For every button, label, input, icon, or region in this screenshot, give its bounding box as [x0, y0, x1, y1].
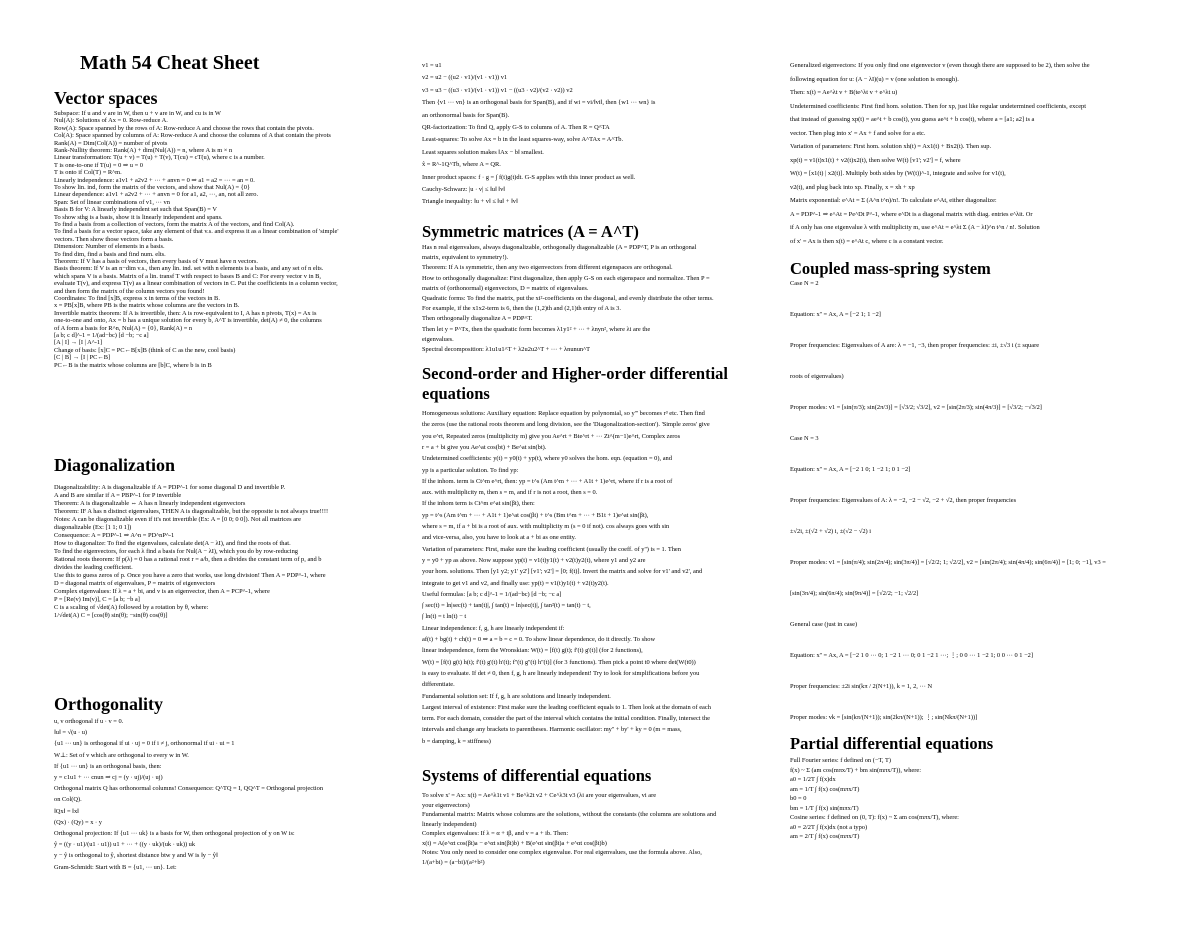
orthogonality-line: y = c1u1 + ··· cnun ⇒ cj = (y · uj)/(uj · uj) — [54, 774, 163, 781]
second-order-line: the zeros (use the rational roots theorem and long division, see the 'Diagonalization-section'). 'Simple zeros' give — [422, 421, 710, 429]
symmetric-line: matrix, equivalent to symmetry!). — [422, 254, 509, 262]
vector-spaces-line: Rank-Nullity theorem: Rank(A) + dim(Nul(A)) = n, where A is m × n — [54, 147, 233, 154]
gram-schmidt-line: Triangle inequality: ‖u + v‖ ≤ ‖u‖ + ‖v‖ — [422, 198, 518, 206]
column-3 — [790, 0, 1150, 927]
vector-spaces-line: PC←B is the matrix whose columns are [b]C, where b is in B — [54, 361, 212, 369]
vector-spaces-line: Invertible matrix theorem: If A is invertible, then: A is row-equivalent to I, A has n pivots, T(x) = Ax is — [54, 309, 317, 317]
systems-line: To solve x' = Ax: x(t) = Ae^λ1t v1 + Be^λ2t v2 + Ce^λ3t v3 (λi are your eigenvalues, vi are — [422, 792, 657, 799]
second-order-line: ∫ sec(t) = ln|sec(t) + tan(t)|, ∫ tan(t) = ln|sec(t)|, ∫ tan²(t) = tan(t) − t, — [422, 602, 591, 610]
second-order-line: r = a + bi give you Ae^at cos(bt) + Be^at sin(bt). — [422, 443, 547, 451]
second-order-line: yp = t^s (Am t^m + ··· + A1t + 1)e^at cos(βt) + t^s (Bm t^m + ··· + B1t + 1)e^at sin(βt), — [422, 511, 649, 519]
second-order-line: where s = m, if a + bi is a root of aux. with multiplicity m (s = 0 if not). cos always goes with sin — [422, 523, 670, 530]
col3-top-line: W(t) = [x1(t) | x2(t)]. Multiply both sides by (W(t))^-1, integrate and solve for v1(t), — [790, 170, 1006, 177]
diagonalization-line: C is a scaling of √det(A) followed by a rotation by θ, where: — [54, 604, 209, 611]
section-heading-symmetric-matrices: Symmetric matrices (A = A^T) — [422, 222, 639, 241]
vector-spaces-line: Linear transformation: T(u + v) = T(u) + T(v), T(cu) = cT(u), where c is a number. — [54, 154, 265, 162]
gram-schmidt-line: x̂ = R^-1Q^Tb, where A = QR. — [422, 161, 501, 169]
pde-line: bm = 1/T ∫ f(x) sin(mπx/T) — [790, 804, 859, 812]
diagonalization-line: Theorem: A is diagonalizable ⇔ A has n linearly independent eigenvectors — [54, 500, 246, 507]
col3-top-line: of x' = Ax is then x(t) = e^At c, where c is a constant vector. — [790, 237, 944, 245]
section-heading-diagonalization: Diagonalization — [54, 455, 176, 475]
gram-schmidt-line: v1 = u1 — [422, 62, 442, 69]
orthogonality-line: Orthogonal matrix Q has orthonormal columns! Consequence: Q^TQ = I, QQ^T = Orthogonal projection — [54, 785, 324, 793]
col3-top-line: if A only has one eigenvalue λ with multiplicity m, use e^At = e^λt Σ (A − λI)^n t^n / n!. Solution — [790, 224, 1040, 231]
vector-spaces-line: Subspace: If u and v are in W, then u + v are in W, and cu is in W — [54, 110, 221, 117]
vector-spaces-line: and then form the matrix of the column vectors you found! — [54, 287, 205, 295]
section-heading-higher-order-de: Second-order and Higher-order differential equations — [422, 364, 728, 403]
gram-schmidt-line: Cauchy-Schwarz: |u · v| ≤ ‖u‖ ‖v‖ — [422, 186, 506, 193]
coupled-line: roots of eigenvalues) — [790, 373, 844, 380]
orthogonality-line: Gram-Schmidt: Start with B = {u1, ··· un}. Let: — [54, 863, 177, 871]
vector-spaces-line: Change of basis: [x]C = PC←B[x]B (think of C as the new, cool basis) — [54, 346, 236, 354]
vector-spaces-line: of A form a basis for R^n, Nul(A) = {0}, Rank(A) = n — [54, 324, 193, 332]
second-order-line: you e^rt, Repeated zeros (multiplicity m) give you Ae^rt + Bte^rt + ··· Zt^(m−1)e^rt, Complex zeros — [422, 432, 681, 440]
coupled-line: Proper frequencies: Eigenvalues of A are: λ = −1, −3, then proper frequencies: ±i, ±√3 i (± square — [790, 342, 1040, 349]
vector-spaces-line: T is onto if Col(T) = R^m. — [54, 169, 122, 177]
vector-spaces-line: Coordinates: To find [x]B, express x in terms of the vectors in B. — [54, 295, 220, 302]
symmetric-line: Then orthogonally diagonalize A = PDP^T. — [422, 315, 533, 323]
pde-line: a0 = 1/2T ∫ f(x)dx — [790, 776, 836, 783]
diagonalization-line: How to diagonalize: To find the eigenvalues, calculate det(A − λI), and find the roots of that. — [54, 540, 291, 547]
vector-spaces-line: Row(A): Space spanned by the rows of A: Row-reduce A and choose the rows that contain the pivots. — [54, 124, 314, 132]
symmetric-line: Then let y = P^Tx, then the quadratic form becomes λ1y1² + ··· + λnyn², where λi are the — [422, 325, 651, 333]
second-order-line: If the inhom. term is Ct^m e^rt, then: yp = t^s (Am t^m + ··· + A1t + 1)e^rt, where if r is a root of — [422, 477, 673, 485]
section-heading-orthogonality: Orthogonality — [54, 694, 164, 714]
vector-spaces-line: [A | I] → [I | A^-1] — [54, 339, 103, 347]
coupled-line: Equation: x'' = Ax, A = [−2 1 0; 1 −2 1; 0 1 −2] — [790, 466, 911, 473]
orthogonality-line: u, v orthogonal if u · v = 0. — [54, 718, 124, 725]
vector-spaces-line: To show lin. ind, form the matrix of the vectors, and show that Nul(A) = {0} — [54, 184, 251, 191]
second-order-line: intervals and change any brackets to parentheses. Harmonic oscillator: my'' + by' + ky = 0 (m = mass, — [422, 726, 682, 734]
gram-schmidt-line: v3 = u3 − ((u3 · v1)/(v1 · v1)) v1 − ((u3 · v2)/(v2 · v2)) v2 — [422, 86, 573, 94]
second-order-line: linear independence, form the Wronskian: W(t) = [f(t) g(t); f'(t) g'(t)] (for 2 functions), — [422, 647, 643, 655]
second-order-line: aux. with multiplicity m, then s = m, and if r is not a root, then s = 0. — [422, 489, 598, 497]
vector-spaces-line: Linearly independence: a1v1 + a2v2 + ··· + anvn = 0 ⇒ a1 = a2 = ··· = an = 0. — [54, 176, 255, 184]
coupled-line: Proper frequencies: ±2i sin(kπ / 2(N+1)), k = 1, 2, ··· N — [790, 683, 933, 690]
diagonalization-line: diagonalizable (Ex: [1 1; 0 1]) — [54, 524, 132, 531]
second-order-line: differentiate. — [422, 681, 455, 689]
vector-spaces-line: Rank(A) = Dim(Col(A)) = number of pivots — [54, 139, 168, 147]
second-order-line: ∫ ln(t) = t ln(t) − t — [422, 613, 467, 621]
diagonalization-line: Theorem: IF A has n distinct eigenvalues, THEN A is diagonalizable, but the opposite is not always true!!!! — [54, 508, 329, 515]
vector-spaces-line: Dimension: Number of elements in a basis. — [54, 243, 165, 251]
second-order-line: y = y0 + yp as above. Now suppose yp(t) = v1(t)y1(t) + v2(t)y2(t), where y1 and y2 are — [422, 556, 646, 564]
gram-schmidt-line: Inner product spaces: f · g = ∫ f(t)g(t)dt. G-S applies with this inner product as well. — [422, 173, 636, 181]
page-title: Math 54 Cheat Sheet — [80, 52, 260, 74]
diagonalization-line: Consequence: A = PDP^-1 ⇒ A^n = PD^nP^-1 — [54, 532, 175, 539]
coupled-line: Proper frequencies: Eigenvalues of A: λ = −2, −2 − √2, −2 + √2, then proper frequencies — [790, 497, 1017, 504]
pde-line: Cosine series: f defined on (0, T): f(x) ~ Σ am cos(mπx/T), where: — [790, 814, 959, 821]
pde-line: am = 1/T ∫ f(x) cos(mπx/T) — [790, 785, 860, 793]
second-order-line: Largest interval of existence: First make sure the leading coefficient equals to 1. Then look at the domain of each — [422, 703, 711, 711]
second-order-line: b = damping, k = stiffness) — [422, 737, 491, 745]
section-heading-pde: Partial differential equations — [790, 734, 994, 753]
coupled-line: Proper modes: v1 = [sin(π/4); sin(2π/4); sin(3π/4)] = [√2/2; 1; √2/2], v2 = [sin(2π/4); sin(4π/4); sin(6π/4)] = [1; 0; −1], v3 = — [790, 559, 1106, 566]
symmetric-line: Spectral decomposition: λ1u1u1^T + λ2u2u2^T + ··· + λnunun^T — [422, 346, 591, 353]
diagonalization-line: Complex eigenvalues: If λ = a + bi, and v is an eigenvector, then A = PCP^-1, where — [54, 588, 270, 595]
orthogonality-line: ‖Qx‖ = ‖x‖ — [54, 807, 79, 815]
orthogonality-line: ‖u‖ = √(u · u) — [54, 729, 88, 737]
col3-top-line: that instead of guessing xp(t) = ae^t + b cos(t), you guess ae^t + b cos(t), where a = [a1; a2] is a — [790, 116, 1035, 123]
second-order-line: W(t) = [f(t) g(t) h(t); f'(t) g'(t) h'(t); f''(t) g''(t) h''(t)] (for 3 functions). Then pick a point t0 where det(W(t0)) — [422, 658, 696, 666]
orthogonality-line: ŷ = ((y · u1)/(u1 · u1)) u1 + ··· + ((y · uk)/(uk · uk)) uk — [54, 841, 196, 849]
col3-top-line: Undetermined coefficients: First find hom. solution. Then for xp, just like regular undetermined coefficients, except — [790, 102, 1087, 110]
gram-schmidt-line: v2 = u2 − ((u2 · v1)/(v1 · v1)) v1 — [422, 74, 508, 82]
symmetric-line: How to orthogonally diagonalize: First diagonalize, then apply G-S on each eigenspace and normalize. Then P = — [422, 274, 710, 282]
systems-line: linearly independent) — [422, 820, 477, 828]
pde-line: a0 = 2/2T ∫ f(x)dx (not a typo) — [790, 823, 868, 831]
systems-line: Fundamental matrix: Matrix whose columns are the solutions, without the constants (the columns are solutions and — [422, 811, 717, 818]
col3-top-line: Matrix exponential: e^At = Σ (A^n t^n)/n!. To calculate e^At, either diagonalize: — [790, 197, 997, 204]
second-order-line: Linear independence: f, g, h are linearly independent if: — [422, 624, 565, 632]
diagonalization-line: A and B are similar if A = PBP^-1 for P invertible — [54, 492, 182, 499]
col3-top-line: Generalized eigenvectors: If you only find one eigenvector v (even though there are supposed to be 2), then solve the — [790, 62, 1090, 69]
systems-line: Complex eigenvalues: If λ = α + iβ, and v = a + ib. Then: — [422, 830, 569, 837]
second-order-line: integrate to get v1 and v2, and finally use: yp(t) = v1(t)y1(t) + v2(t)y2(t). — [422, 579, 609, 587]
col3-top-line: xp(t) = v1(t)x1(t) + v2(t)x2(t), then solve W(t) [v1'; v2'] = f, where — [790, 156, 961, 164]
pde-line: f(x) ~ Σ (am cos(mπx/T) + bm sin(mπx/T)), where: — [790, 766, 921, 774]
diagonalization-line: divides the leading coefficient. — [54, 564, 133, 571]
diagonalization-line: Notes: A can be diagonalizable even if it's not invertible (Ex: A = [0 0; 0 0]). Not all matrices are — [54, 516, 301, 523]
orthogonality-line: on Col(Q). — [54, 796, 82, 804]
vector-spaces-line: vectors. Then show those vectors form a basis. — [54, 235, 174, 243]
second-order-line: Useful formulas: [a b; c d]^-1 = 1/(ad−bc) [d −b; −c a] — [422, 590, 562, 598]
vector-spaces-line: one-to-one and onto, Ax = b has a unique solution for every b, A^T is invertible, det(A) ≠ 0, the columns — [54, 317, 322, 325]
symmetric-line: matrix of (orthonormal) eigenvectors, D = matrix of eigenvalues. — [422, 284, 589, 292]
pde-line: Full Fourier series: f defined on (−T, T) — [790, 757, 891, 764]
symmetric-line: eigenvalues. — [422, 335, 454, 343]
column-1 — [54, 0, 394, 927]
vector-spaces-line: [a b; c d]^-1 = 1/(ad−bc) [d −b; −c a] — [54, 332, 149, 339]
second-order-line: yp is a particular solution. To find yp: — [422, 466, 519, 474]
orthogonality-line: (Qx) · (Qy) = x · y — [54, 818, 102, 826]
second-order-line: Homogeneous solutions: Auxiliary equation: Replace equation by polynomial, so y''' becomes r³ etc. Then find — [422, 410, 705, 417]
section-heading-vector-spaces: Vector spaces — [54, 88, 158, 108]
orthogonality-line: If {u1 ··· un} is an orthogonal basis, then: — [54, 762, 162, 770]
orthogonality-line: W⊥: Set of v which are orthogonal to every w in W. — [54, 751, 189, 759]
coupled-line: ±√2i, ±(√2 + √2) i, ±(√2 − √2) i — [790, 528, 872, 535]
col3-top-line: Then: x(t) = Ae^λt v + B(te^λt v + e^λt u) — [790, 89, 898, 96]
vector-spaces-line: T is one-to-one if T(u) = 0 ⇒ u = 0 — [54, 161, 144, 169]
vector-spaces-line: evaluate T(v), and express T(v) as a linear combination of vectors in C. Put the coefficients in a column vector, — [54, 280, 338, 288]
second-order-line: and vice-versa, also, you have to look at a + bi as one entity. — [422, 534, 577, 542]
col3-top-line: Variation of parameters: First hom. solution xh(t) = Ax1(t) + Bx2(t). Then sup. — [790, 143, 992, 150]
section-heading-systems-of-de: Systems of differential equations — [422, 766, 652, 785]
orthogonality-line: Orthogonal projection: If {u1 ··· uk} is a basis for W, then orthogonal projection of y on W is: — [54, 830, 295, 837]
symmetric-line: For example, if the x1x2-term is 6, then the (1,2)th and (2,1)th entry of A is 3. — [422, 305, 621, 313]
vector-spaces-line: Basis theorem: If V is an n−dim v.s., then any lin. ind. set with n elements is a basis, and any set of n elts. — [54, 265, 324, 273]
coupled-line: General case (just in case) — [790, 621, 858, 628]
diagonalization-line: Diagonalizability: A is diagonalizable if A = PDP^-1 for some diagonal D and invertible P. — [54, 484, 286, 491]
diagonalization-line: 1/√det(A) C = [cos(θ) sin(θ); −sin(θ) cos(θ)] — [54, 612, 168, 619]
gram-schmidt-line: an orthonormal basis for Span(B). — [422, 111, 510, 119]
col3-top-line: v2(t), and plug back into xp. Finally, x = xh + xp — [790, 183, 915, 191]
column-2 — [422, 0, 772, 927]
gram-schmidt-line: QR-factorization: To find Q, apply G-S to columns of A. Then R = Q^TA — [422, 124, 610, 131]
vector-spaces-line: Col(A): Space spanned by columns of A: Row-reduce A and choose the columns of A that contain the pivots — [54, 132, 331, 140]
diagonalization-line: Rational roots theorem: If p(λ) = 0 has a rational root r = a/b, then a divides the constant term of p, and b — [54, 556, 322, 563]
gram-schmidt-line: Least-squares: To solve Ax = b in the least squares-way, solve A^TAx = A^Tb. — [422, 136, 624, 144]
coupled-line: Case N = 3 — [790, 435, 819, 442]
symmetric-line: Quadratic forms: To find the matrix, put the xi²-coefficients on the diagonal, and evenly distribute the other terms. — [422, 295, 714, 302]
second-order-line: If the inhom term is Ct^m e^at sin(βt), then: — [422, 500, 535, 508]
second-order-line: term. For each domain, consider the part of the interval which contains the initial condition. Finally, intersect the — [422, 715, 710, 723]
vector-spaces-line: To find a basis for a vector space, take any element of that v.s. and express it as a linear combination of 'simple' — [54, 228, 339, 236]
diagonalization-line: D = diagonal matrix of eigenvalues, P = matrix of eigenvectors — [54, 580, 216, 587]
pde-line: am = 2/T ∫ f(x) cos(mπx/T) — [790, 833, 860, 840]
coupled-line: Equation: x'' = Ax, A = [−2 1; 1 −2] — [790, 311, 881, 318]
vector-spaces-line: To show sthg is a basis, show it is linearly independent and spans. — [54, 213, 223, 221]
vector-spaces-line: To find dim, find a basis and find num. elts. — [54, 250, 166, 258]
symmetric-line: Has n real eigenvalues, always diagonalizable, orthogonally diagonalizable (A = PDP^T, P is an orthogonal — [422, 244, 697, 251]
vector-spaces-line: x = PB[x]B, where PB is the matrix whose columns are the vectors in B. — [54, 302, 240, 310]
gram-schmidt-line: Least squares solution makes ‖Ax − b‖ smallest. — [422, 148, 544, 156]
vector-spaces-line: Theorem: If V has a basis of vectors, then every basis of V must have n vectors. — [54, 258, 258, 265]
pde-line: b0 = 0 — [790, 795, 807, 802]
vector-spaces-line: Basis B for V: A linearly independent set such that Span(B) = V — [54, 206, 217, 214]
second-order-line: your hom. solutions. Then [y1 y2; y1' y2'] [v1'; v2'] = [0; f(t)]. Invert the matrix and solve for v1' and v2', and — [422, 568, 703, 576]
second-order-line: Fundamental solution set: If f, g, h are solutions and linearly independent. — [422, 692, 611, 700]
symmetric-line: Theorem: If A is symmetric, then any two eigenvectors from different eigenspaces are orthogonal. — [422, 264, 673, 272]
coupled-line: Case N = 2 — [790, 280, 819, 287]
second-order-line: Variation of parameters: First, make sure the leading coefficient (usually the coeff. of y'') is = 1. Then — [422, 545, 681, 553]
second-order-line: af(t) + bg(t) + ch(t) = 0 ⇒ a = b = c = 0. To show linear dependence, do it directly. To show — [422, 636, 656, 643]
vector-spaces-line: [C | B] → [I | PC←B] — [54, 354, 111, 362]
coupled-line: Proper modes: v1 = [sin(π/3); sin(2π/3)] = [√3/2; √3/2], v2 = [sin(2π/3); sin(4π/3)] = [√3/2; −√3/2] — [790, 404, 1042, 411]
section-heading-coupled-mass-spring: Coupled mass-spring system — [790, 259, 991, 278]
systems-line: your eigenvectors) — [422, 801, 470, 809]
coupled-line: Equation: x'' = Ax, A = [−2 1 0 ··· 0; 1 −2 1 ··· 0; 0 1 −2 1 ···; ⋮; 0 0 ··· 1 −2 1; 0 0 ··· 0 1 −2] — [790, 652, 1034, 659]
vector-spaces-line: Span: Set of linear combinations of v1, ··· vn — [54, 198, 170, 206]
systems-line: x(t) = A(e^αt cos(βt)a − e^αt sin(βt)b) + B(e^αt sin(βt)a + e^αt cos(βt)b) — [422, 839, 607, 847]
diagonalization-line: P = [Re(v) Im(v)], C = [a b; −b a] — [54, 596, 140, 603]
col3-top-line: following equation for u: (A − λI)(u) = v (one solution is enough). — [790, 75, 959, 83]
col3-top-line: A = PDP^-1 ⇒ e^At = Pe^Dt P^-1, where e^Dt is a diagonal matrix with diag. entries e^λit. Or — [790, 210, 1033, 218]
coupled-line: Proper modes: vk = [sin(kπ/(N+1)); sin(2kπ/(N+1)); ⋮; sin(Nkπ/(N+1))] — [790, 714, 978, 721]
diagonalization-line: To find the eigenvectors, for each λ find a basis for Nul(A − λI), which you do by row-reducing — [54, 548, 298, 555]
second-order-line: is easy to evaluate. If det ≠ 0, then f, g, h are linearly independent! Try to look for simplifications before you — [422, 669, 700, 677]
orthogonality-line: y − ŷ is orthogonal to ŷ, shortest distance btw y and W is ‖y − ŷ‖ — [54, 852, 218, 860]
col3-top-line: vector. Then plug into x' = Ax + f and solve for a etc. — [790, 129, 926, 137]
orthogonality-line: {u1 ··· un} is orthogonal if ui · uj = 0 if i ≠ j, orthonormal if ui · ui = 1 — [54, 740, 235, 748]
gram-schmidt-line: Then {v1 ··· vn} is an orthogonal basis for Span(B), and if wi = vi/‖vi‖, then {w1 ··· wn} is — [422, 99, 656, 107]
second-order-line: Undetermined coefficients: y(t) = y0(t) + yp(t), where y0 solves the hom. eqn. (equation = 0), and — [422, 455, 672, 463]
coupled-line: [sin(3π/4); sin(6π/4); sin(9π/4)] = [√2/2; −1; √2/2] — [790, 590, 919, 597]
diagonalization-line: Use this to guess zeros of p. Once you have a zero that works, use long division! Then A = PDP^-1, where — [54, 572, 326, 579]
vector-spaces-line: To find a basis from a collection of vectors, form the matrix A of the vectors, and find Col(A). — [54, 221, 295, 228]
vector-spaces-line: Nul(A): Solutions of Ax = 0. Row-reduce A. — [54, 117, 168, 125]
systems-line: Notes: You only need to consider one complex eigenvalue. For real eigenvalues, use the formula above. Also, — [422, 849, 702, 856]
systems-line: 1/(a+bi) = (a−bi)/(a²+b²) — [422, 858, 485, 866]
vector-spaces-line: which spans V is a basis. Matrix of a lin. transf T with respect to bases B and C: For every vector v in B, — [54, 272, 322, 280]
vector-spaces-line: Linear dependence: a1v1 + a2v2 + ··· + anvn = 0 for a1, a2, ···, an, not all zero. — [54, 191, 259, 199]
